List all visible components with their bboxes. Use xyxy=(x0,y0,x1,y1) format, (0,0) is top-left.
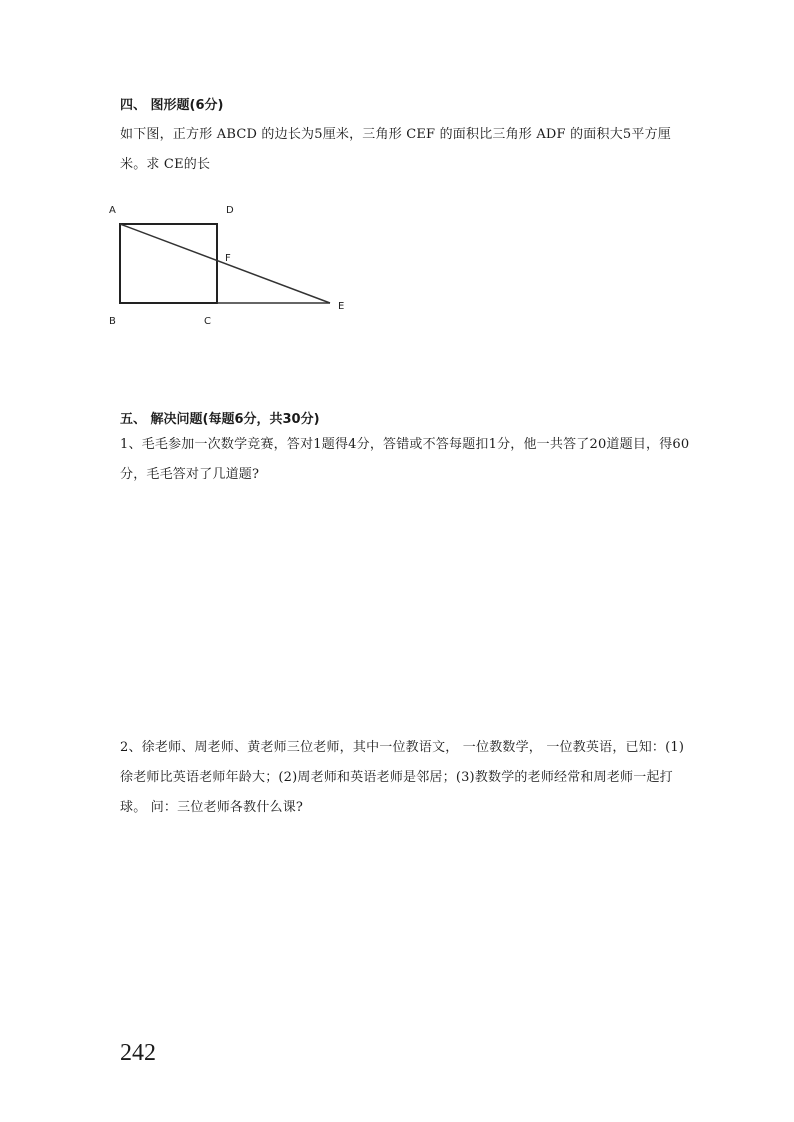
section-4-title: 四、 图形题(6分) xyxy=(120,98,224,113)
label-f: F xyxy=(225,253,231,264)
question-2: 2、徐老师、周老师、黄老师三位老师，其中一位教语文， 一位教数学， 一位教英语，已知：(1)徐老师比英语老师年龄大；(2)周老师和英语老师是邻居；(3)教数学的老师经常和周老师一起打球。 问：三位老师各教什么课? xyxy=(120,740,685,815)
question-1: 1、毛毛参加一次数学竞赛，答对1题得4分，答错或不答每题扣1分，他一共答了20道题目，得60分，毛毛答对了几道题? xyxy=(120,437,690,482)
label-c: C xyxy=(204,316,211,327)
square-abcd xyxy=(120,224,217,303)
label-d: D xyxy=(226,205,234,216)
section-4-problem-text: 如下图，正方形 ABCD 的边长为5厘米，三角形 CEF 的面积比三角形 ADF 的面积大5平方厘米。求 CE的长 xyxy=(120,127,671,172)
geometry-figure xyxy=(100,196,360,332)
section-5-title: 五、 解决问题(每题6分，共30分) xyxy=(120,412,320,427)
label-b: B xyxy=(109,316,116,327)
label-e: E xyxy=(338,301,345,312)
label-a: A xyxy=(109,205,116,216)
page-number: 242 xyxy=(120,1040,156,1066)
